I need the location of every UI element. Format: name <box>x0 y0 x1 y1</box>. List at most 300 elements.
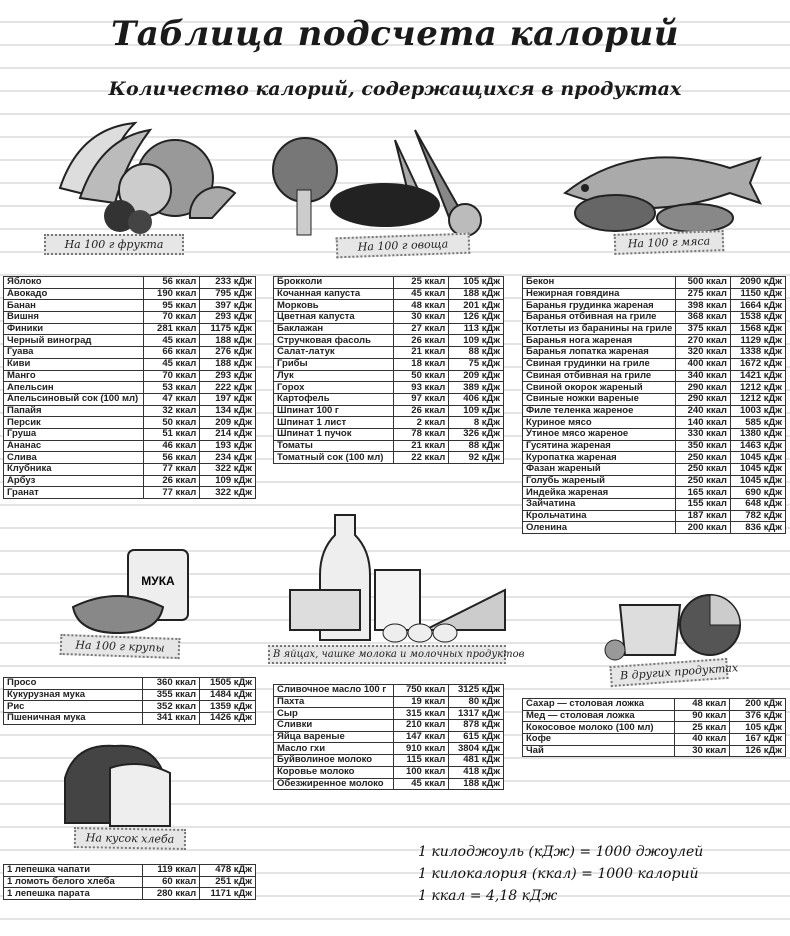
kj-value: 88 кДж <box>449 347 504 359</box>
kcal-value: 53 ккал <box>143 382 199 394</box>
dairy-table <box>273 684 504 790</box>
food-name: Грибы <box>274 358 394 370</box>
kj-value: 234 кДж <box>200 452 256 464</box>
table-row <box>274 300 504 312</box>
table-row <box>523 522 786 534</box>
food-name: Груша <box>4 428 144 440</box>
kcal-value: 45 ккал <box>143 358 199 370</box>
kj-value: 585 кДж <box>730 417 785 429</box>
kcal-value: 40 ккал <box>674 734 730 746</box>
food-name: Утиное мясо жареное <box>523 428 676 440</box>
kcal-value: 26 ккал <box>143 475 199 487</box>
formula-kcal: 1 килокалория (ккал) = 1000 калорий <box>418 866 699 882</box>
food-name: Томаты <box>274 440 394 452</box>
kcal-value: 27 ккал <box>393 323 449 335</box>
table-row <box>4 464 256 476</box>
food-name: Апельсин <box>4 382 144 394</box>
fruit-label: На 100 г фрукта <box>44 234 184 255</box>
food-name: Баранья лопатка жареная <box>523 347 676 359</box>
table-row <box>4 713 256 725</box>
food-name: Морковь <box>274 300 394 312</box>
table-row <box>4 382 256 394</box>
table-row <box>4 440 256 452</box>
kcal-value: 97 ккал <box>393 393 449 405</box>
food-name: Авокадо <box>4 288 144 300</box>
kcal-value: 250 ккал <box>676 464 731 476</box>
food-name: Свиной окорок жареный <box>523 382 676 394</box>
food-name: Куропатка жареная <box>523 452 676 464</box>
table-row <box>4 689 256 701</box>
food-name: Цветная капуста <box>274 312 394 324</box>
kcal-value: 350 ккал <box>676 440 731 452</box>
kj-value: 88 кДж <box>449 440 504 452</box>
food-name: Апельсиновый сок (100 мл) <box>4 393 144 405</box>
food-name: Гусятина жареная <box>523 440 676 452</box>
other-label: В других продуктах <box>609 658 728 687</box>
kcal-value: 360 ккал <box>143 678 200 690</box>
table-row <box>4 393 256 405</box>
food-name: Черный виноград <box>4 335 144 347</box>
kcal-value: 500 ккал <box>676 277 731 289</box>
kcal-value: 95 ккал <box>143 300 199 312</box>
food-name: Зайчатина <box>523 499 676 511</box>
table-row <box>523 745 786 757</box>
kcal-value: 48 ккал <box>393 300 449 312</box>
meat-label: На 100 г мяса <box>614 230 725 255</box>
kj-value: 1129 кДж <box>730 335 785 347</box>
table-row <box>274 685 504 697</box>
table-row <box>523 288 786 300</box>
kcal-value: 147 ккал <box>393 731 449 743</box>
table-row <box>4 487 256 499</box>
kj-value: 293 кДж <box>200 370 256 382</box>
kcal-value: 56 ккал <box>143 277 199 289</box>
page-subtitle: Количество калорий, содержащихся в продуктах <box>108 78 682 100</box>
food-name: Буйволиное молоко <box>274 755 394 767</box>
table-row <box>523 335 786 347</box>
kcal-value: 90 ккал <box>674 710 730 722</box>
kcal-value: 45 ккал <box>393 778 449 790</box>
food-name: Свиная отбивная на гриле <box>523 370 676 382</box>
table-row <box>274 417 504 429</box>
food-name: Финики <box>4 323 144 335</box>
kj-value: 1171 кДж <box>200 888 256 900</box>
table-row <box>523 358 786 370</box>
table-row <box>274 277 504 289</box>
formula-kj: 1 килоджоуль (кДж) = 1000 джоулей <box>418 844 704 860</box>
kcal-value: 210 ккал <box>393 720 449 732</box>
kj-value: 1463 кДж <box>730 440 785 452</box>
food-name: Котлеты из баранины на гриле <box>523 323 676 335</box>
kcal-value: 155 ккал <box>676 499 731 511</box>
kcal-value: 48 ккал <box>674 699 730 711</box>
kcal-value: 355 ккал <box>143 689 200 701</box>
kcal-value: 32 ккал <box>143 405 199 417</box>
food-name: Фазан жареный <box>523 464 676 476</box>
table-row <box>523 300 786 312</box>
kcal-value: 100 ккал <box>393 766 449 778</box>
food-name: Рис <box>4 701 143 713</box>
bread-table <box>3 864 256 900</box>
kj-value: 276 кДж <box>200 347 256 359</box>
table-row <box>274 696 504 708</box>
food-name: Оленина <box>523 522 676 534</box>
table-row <box>523 428 786 440</box>
food-name: Яблоко <box>4 277 144 289</box>
table-row <box>274 452 504 464</box>
food-name: Персик <box>4 417 144 429</box>
grains-table <box>3 677 256 725</box>
kj-value: 109 кДж <box>449 405 504 417</box>
food-name: Коровье молоко <box>274 766 394 778</box>
food-name: Чай <box>523 745 675 757</box>
table-row <box>523 722 786 734</box>
table-row <box>523 370 786 382</box>
kj-value: 105 кДж <box>449 277 504 289</box>
kcal-value: 46 ккал <box>143 440 199 452</box>
table-row <box>274 731 504 743</box>
food-name: Шпинат 1 пучок <box>274 428 394 440</box>
kcal-value: 187 ккал <box>676 510 731 522</box>
kj-value: 251 кДж <box>200 876 256 888</box>
kcal-value: 398 ккал <box>676 300 731 312</box>
table-row <box>274 347 504 359</box>
kj-value: 1212 кДж <box>730 393 785 405</box>
food-name: Нежирная говядина <box>523 288 676 300</box>
food-name: Просо <box>4 678 143 690</box>
kj-value: 188 кДж <box>200 358 256 370</box>
kcal-value: 400 ккал <box>676 358 731 370</box>
vegetables-label: На 100 г овоща <box>336 233 471 259</box>
table-row <box>4 452 256 464</box>
food-name: Баранья отбивная на гриле <box>523 312 676 324</box>
kcal-value: 275 ккал <box>676 288 731 300</box>
kj-value: 690 кДж <box>730 487 785 499</box>
table-row <box>523 710 786 722</box>
food-name: Киви <box>4 358 144 370</box>
table-row <box>274 358 504 370</box>
table-row <box>523 499 786 511</box>
table-row <box>4 277 256 289</box>
food-name: Кукурузная мука <box>4 689 143 701</box>
food-name: Манго <box>4 370 144 382</box>
kj-value: 406 кДж <box>449 393 504 405</box>
kj-value: 1672 кДж <box>730 358 785 370</box>
kj-value: 188 кДж <box>449 778 504 790</box>
food-name: Томатный сок (100 мл) <box>274 452 394 464</box>
table-row <box>4 288 256 300</box>
kj-value: 1359 кДж <box>200 701 256 713</box>
kj-value: 397 кДж <box>200 300 256 312</box>
food-name: Вишня <box>4 312 144 324</box>
food-name: Шпинат 100 г <box>274 405 394 417</box>
kcal-value: 750 ккал <box>393 685 449 697</box>
kcal-value: 60 ккал <box>143 876 200 888</box>
food-name: Масло гхи <box>274 743 394 755</box>
kcal-value: 50 ккал <box>393 370 449 382</box>
kj-value: 113 кДж <box>449 323 504 335</box>
food-name: Шпинат 1 лист <box>274 417 394 429</box>
kcal-value: 190 ккал <box>143 288 199 300</box>
kcal-value: 910 ккал <box>393 743 449 755</box>
food-name: Сливочное масло 100 г <box>274 685 394 697</box>
kcal-value: 25 ккал <box>393 277 449 289</box>
table-row <box>523 464 786 476</box>
kcal-value: 26 ккал <box>393 405 449 417</box>
food-name: Папайя <box>4 405 144 417</box>
kj-value: 615 кДж <box>449 731 504 743</box>
kj-value: 209 кДж <box>200 417 256 429</box>
food-name: Пшеничная мука <box>4 713 143 725</box>
table-row <box>523 440 786 452</box>
table-row <box>274 370 504 382</box>
kcal-value: 240 ккал <box>676 405 731 417</box>
table-row <box>274 382 504 394</box>
kcal-value: 250 ккал <box>676 452 731 464</box>
food-name: Брокколи <box>274 277 394 289</box>
kcal-value: 250 ккал <box>676 475 731 487</box>
kj-value: 648 кДж <box>730 499 785 511</box>
table-row <box>4 876 256 888</box>
meat-illustration <box>555 128 770 238</box>
kcal-value: 375 ккал <box>676 323 731 335</box>
kcal-value: 330 ккал <box>676 428 731 440</box>
kj-value: 1150 кДж <box>730 288 785 300</box>
table-row <box>274 288 504 300</box>
kj-value: 222 кДж <box>200 382 256 394</box>
food-name: Обезжиренное молоко <box>274 778 394 790</box>
kcal-value: 45 ккал <box>393 288 449 300</box>
kj-value: 8 кДж <box>449 417 504 429</box>
vegetables-table <box>273 276 504 464</box>
food-name: Сливки <box>274 720 394 732</box>
table-row <box>523 323 786 335</box>
kcal-value: 290 ккал <box>676 382 731 394</box>
food-name: Бекон <box>523 277 676 289</box>
kcal-value: 290 ккал <box>676 393 731 405</box>
food-name: 1 ломоть белого хлеба <box>4 876 143 888</box>
table-row <box>4 865 256 877</box>
table-row <box>4 417 256 429</box>
kcal-value: 270 ккал <box>676 335 731 347</box>
kj-value: 188 кДж <box>449 288 504 300</box>
table-row <box>274 708 504 720</box>
kj-value: 167 кДж <box>730 734 786 746</box>
grains-illustration <box>68 545 198 635</box>
table-row <box>274 335 504 347</box>
kj-value: 233 кДж <box>200 277 256 289</box>
table-row <box>274 440 504 452</box>
kj-value: 836 кДж <box>730 522 785 534</box>
kcal-value: 56 ккал <box>143 452 199 464</box>
food-name: 1 лепешка чапати <box>4 865 143 877</box>
food-name: Сахар — столовая ложка <box>523 699 675 711</box>
kcal-value: 93 ккал <box>393 382 449 394</box>
kcal-value: 78 ккал <box>393 428 449 440</box>
kcal-value: 18 ккал <box>393 358 449 370</box>
table-row <box>523 699 786 711</box>
grains-label: На 100 г крупы <box>60 634 181 659</box>
fruit-illustration <box>40 118 240 238</box>
kj-value: 80 кДж <box>449 696 504 708</box>
page-title: Таблица подсчета калорий <box>110 14 679 54</box>
kcal-value: 2 ккал <box>393 417 449 429</box>
kj-value: 326 кДж <box>449 428 504 440</box>
kj-value: 878 кДж <box>449 720 504 732</box>
dairy-label: В яйцах, чашке молока и молочных продуктов <box>268 645 506 664</box>
kj-value: 3125 кДж <box>449 685 504 697</box>
table-row <box>274 405 504 417</box>
kj-value: 1003 кДж <box>730 405 785 417</box>
kcal-value: 368 ккал <box>676 312 731 324</box>
kj-value: 201 кДж <box>449 300 504 312</box>
flour-bag-text: МУКА <box>141 574 175 588</box>
kcal-value: 340 ккал <box>676 370 731 382</box>
formula-ratio: 1 ккал = 4,18 кДж <box>418 888 558 904</box>
food-name: Пахта <box>274 696 394 708</box>
table-row <box>274 393 504 405</box>
other-table <box>522 698 786 757</box>
table-row <box>274 323 504 335</box>
food-name: Банан <box>4 300 144 312</box>
kj-value: 1045 кДж <box>730 452 785 464</box>
table-row <box>4 300 256 312</box>
kj-value: 188 кДж <box>200 335 256 347</box>
table-row <box>523 510 786 522</box>
kj-value: 1484 кДж <box>200 689 256 701</box>
kcal-value: 25 ккал <box>674 722 730 734</box>
kcal-value: 281 ккал <box>143 323 199 335</box>
table-row <box>4 347 256 359</box>
table-row <box>523 475 786 487</box>
food-name: Мед — столовая ложка <box>523 710 675 722</box>
table-row <box>523 452 786 464</box>
kj-value: 193 кДж <box>200 440 256 452</box>
table-row <box>4 358 256 370</box>
kcal-value: 21 ккал <box>393 440 449 452</box>
food-name: 1 лепешка парата <box>4 888 143 900</box>
table-row <box>4 678 256 690</box>
kj-value: 1538 кДж <box>730 312 785 324</box>
meat-table <box>522 276 786 534</box>
table-row <box>274 778 504 790</box>
table-row <box>523 487 786 499</box>
table-row <box>4 405 256 417</box>
food-name: Кокосовое молоко (100 мл) <box>523 722 675 734</box>
food-name: Гранат <box>4 487 144 499</box>
kj-value: 1338 кДж <box>730 347 785 359</box>
kj-value: 134 кДж <box>200 405 256 417</box>
food-name: Арбуз <box>4 475 144 487</box>
kcal-value: 19 ккал <box>393 696 449 708</box>
kj-value: 1421 кДж <box>730 370 785 382</box>
kj-value: 1568 кДж <box>730 323 785 335</box>
kcal-value: 70 ккал <box>143 370 199 382</box>
kcal-value: 21 ккал <box>393 347 449 359</box>
kcal-value: 280 ккал <box>143 888 200 900</box>
food-name: Клубника <box>4 464 144 476</box>
food-name: Сыр <box>274 708 394 720</box>
unit-conversions <box>418 841 703 907</box>
kj-value: 3804 кДж <box>449 743 504 755</box>
kcal-value: 47 ккал <box>143 393 199 405</box>
kj-value: 209 кДж <box>449 370 504 382</box>
table-row <box>4 370 256 382</box>
kj-value: 1317 кДж <box>449 708 504 720</box>
food-name: Баклажан <box>274 323 394 335</box>
bread-illustration <box>55 738 180 828</box>
kcal-value: 115 ккал <box>393 755 449 767</box>
table-row <box>4 888 256 900</box>
kj-value: 1426 кДж <box>200 713 256 725</box>
food-name: Кофе <box>523 734 675 746</box>
food-name: Баранья грудинка жареная <box>523 300 676 312</box>
kcal-value: 66 ккал <box>143 347 199 359</box>
table-row <box>523 382 786 394</box>
table-row <box>4 312 256 324</box>
kj-value: 1045 кДж <box>730 464 785 476</box>
table-row <box>274 755 504 767</box>
food-name: Баранья нога жареная <box>523 335 676 347</box>
table-row <box>523 734 786 746</box>
kj-value: 126 кДж <box>730 745 786 757</box>
table-row <box>523 417 786 429</box>
table-row <box>523 312 786 324</box>
kj-value: 1045 кДж <box>730 475 785 487</box>
table-row <box>274 720 504 732</box>
kcal-value: 352 ккал <box>143 701 200 713</box>
kj-value: 105 кДж <box>730 722 786 734</box>
table-row <box>4 335 256 347</box>
kj-value: 2090 кДж <box>730 277 785 289</box>
table-row <box>523 405 786 417</box>
kj-value: 1380 кДж <box>730 428 785 440</box>
table-row <box>274 766 504 778</box>
food-name: Ананас <box>4 440 144 452</box>
kcal-value: 45 ккал <box>143 335 199 347</box>
kcal-value: 315 ккал <box>393 708 449 720</box>
kj-value: 214 кДж <box>200 428 256 440</box>
food-name: Филе теленка жареное <box>523 405 676 417</box>
table-row <box>4 475 256 487</box>
kj-value: 322 кДж <box>200 464 256 476</box>
kj-value: 126 кДж <box>449 312 504 324</box>
kj-value: 389 кДж <box>449 382 504 394</box>
kcal-value: 200 ккал <box>676 522 731 534</box>
kj-value: 322 кДж <box>200 487 256 499</box>
table-row <box>523 277 786 289</box>
food-name: Лук <box>274 370 394 382</box>
food-name: Свиная грудинки на гриле <box>523 358 676 370</box>
kcal-value: 26 ккал <box>393 335 449 347</box>
kcal-value: 320 ккал <box>676 347 731 359</box>
food-name: Картофель <box>274 393 394 405</box>
kcal-value: 30 ккал <box>674 745 730 757</box>
kj-value: 92 кДж <box>449 452 504 464</box>
food-name: Свиные ножки вареные <box>523 393 676 405</box>
food-name: Куриное мясо <box>523 417 676 429</box>
table-row <box>274 743 504 755</box>
kj-value: 795 кДж <box>200 288 256 300</box>
table-row <box>4 323 256 335</box>
food-name: Гуава <box>4 347 144 359</box>
kj-value: 376 кДж <box>730 710 786 722</box>
kcal-value: 165 ккал <box>676 487 731 499</box>
table-row <box>274 312 504 324</box>
food-name: Крольчатина <box>523 510 676 522</box>
table-row <box>4 701 256 713</box>
kcal-value: 51 ккал <box>143 428 199 440</box>
